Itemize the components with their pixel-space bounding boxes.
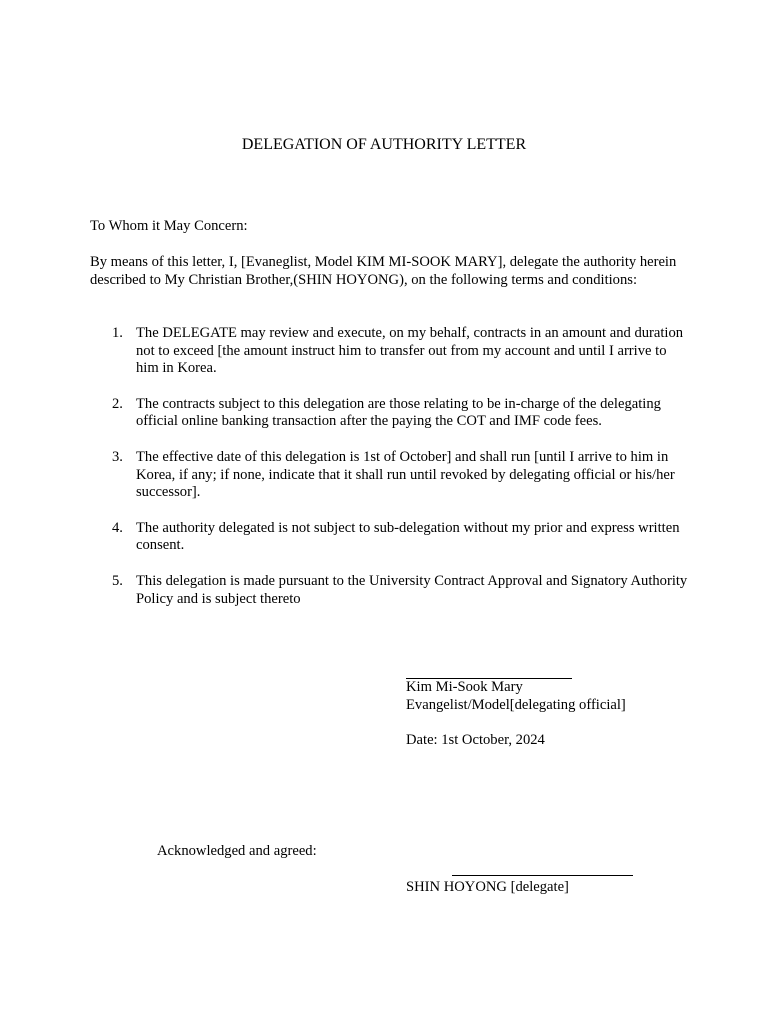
signatory-role: Evangelist/Model[delegating official] [406, 696, 626, 713]
term-item [90, 325, 690, 378]
term-item [90, 396, 690, 431]
term-text: The authority delegated is not subject to sub-delegation without my prior and express written consent. [136, 519, 680, 554]
intro-paragraph: By means of this letter, I, [Evaneglist, Model KIM MI-SOOK MARY], delegate the authority herein described to My Christian Brother,(SHIN HOYONG), on the following terms and conditions: [90, 254, 677, 288]
term-number: 3. [112, 448, 123, 465]
signature-date: Date: 1st October, 2024 [406, 732, 545, 749]
greeting: To Whom it May Concern: [90, 218, 248, 234]
delegate-signature-line [452, 859, 633, 876]
term-number: 1. [112, 325, 123, 341]
signature-line [406, 662, 572, 679]
terms-list [90, 325, 690, 626]
term-item [90, 573, 690, 608]
term-number: 5. [112, 572, 123, 589]
term-number: 2. [112, 395, 123, 412]
term-item [90, 520, 690, 555]
term-item [90, 449, 690, 502]
term-text: The effective date of this delegation is 1st of October] and shall run [until I arrive to him in Korea, if any; if none, indicate that it shall run until revoked by delegating official or his/her successor]. [136, 448, 675, 501]
delegate-name: SHIN HOYONG [delegate] [406, 879, 569, 895]
signature-block [406, 662, 726, 750]
letter-title: DELEGATION OF AUTHORITY LETTER [241, 136, 527, 153]
signatory-name: Kim Mi-Sook Mary [406, 679, 523, 695]
acknowledgement-label: Acknowledged and agreed: [157, 843, 317, 859]
term-text: This delegation is made pursuant to the University Contract Approval and Signatory Authority Policy and is subject thereto [136, 572, 688, 607]
term-text: The DELEGATE may review and execute, on my behalf, contracts in an amount and duration not to exceed [the amount instruct him to transfer out from my account and until I arrive to him in Korea. [136, 325, 684, 377]
term-text: The contracts subject to this delegation are those relating to be in-charge of the delegating official online banking transaction after the paying the COT and IMF code fees. [136, 395, 661, 430]
term-number: 4. [112, 519, 123, 536]
